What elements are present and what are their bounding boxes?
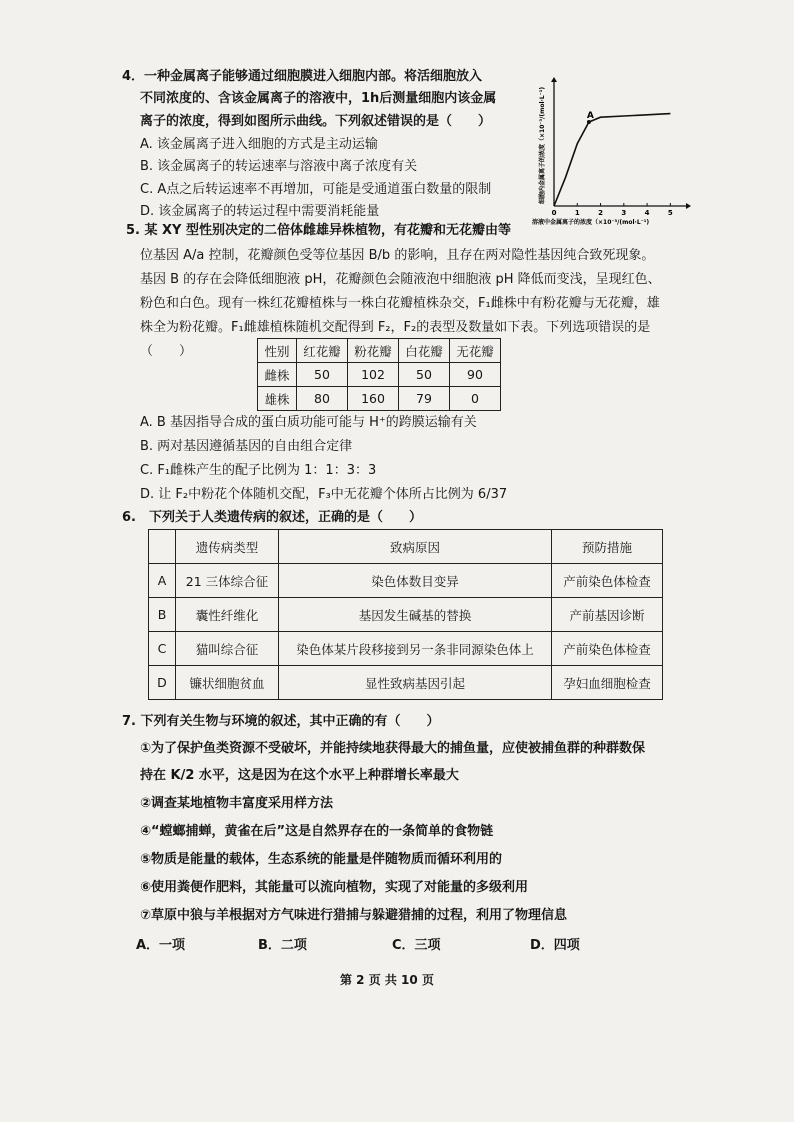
q5-line-6: （ ） [140,344,193,359]
q5-line-5: 株全为粉花瓣。F₁雌雄植株随机交配得到 F₂，F₂的表型及数量如下表。下列选项错误的是 [140,320,651,335]
header-cell: 粉花瓣 [348,339,399,363]
q7-statement: ⑥使用粪便作肥料，其能量可以流向植物，实现了对能量的多级利用 [140,880,529,895]
q7-stem: 7. 下列有关生物与环境的叙述，其中正确的有（ ） [122,714,440,729]
genetic-disease-table [148,529,663,700]
q4-option-a: A. 该金属离子进入细胞的方式是主动运输 [140,137,378,152]
q5-option-c: C. F₁雌株产生的配子比例为 1：1：3：3 [140,463,377,478]
chart-x-axis-label: 溶液中金属离子的浓度（×10⁻³/(mol·L⁻¹) [532,219,650,225]
q4-line-2: 不同浓度的、含该金属离子的溶液中，1h后测量细胞内该金属 [140,91,497,106]
table-cell: 孕妇血细胞检查 [552,666,663,700]
table-row [258,363,501,387]
table-cell: 雄株 [258,387,297,411]
q4-line-3: 离子的浓度，得到如图所示曲线。下列叙述错误的是（ ） [140,114,492,129]
q7-statement: ⑤物质是能量的载体，生态系统的能量是伴随物质而循环利用的 [140,852,503,867]
q4-option-b: B. 该金属离子的转运速率与溶液中离子浓度有关 [140,159,418,174]
header-cell [149,530,176,564]
q7-option-b: B．二项 [258,938,307,953]
table-cell: 90 [450,363,501,387]
header-cell: 无花瓣 [450,339,501,363]
q4-option-d: D. 该金属离子的转运过程中需要消耗能量 [140,204,380,219]
x-axis-arrow [686,203,691,209]
q5-line-3: 基因 B 的存在会降低细胞液 pH，花瓣颜色会随液泡中细胞液 pH 降低而变浅，呈现红色、 [140,272,661,287]
table-header-row [149,530,663,564]
q7-statement: ②调查某地植物丰富度采用样方法 [140,796,334,811]
q7-statement: ⑦草原中狼与羊根据对方气味进行猎捕与躲避猎捕的过程，利用了物理信息 [140,908,568,923]
table-cell: 染色体某片段移接到另一条非同源染色体上 [279,632,552,666]
option-letter: B [149,598,176,632]
header-cell: 红花瓣 [297,339,348,363]
y-axis-arrow [551,77,557,82]
point-a-label: A [586,111,594,121]
table-cell: 染色体数目变异 [279,564,552,598]
table-cell: 21 三体综合征 [176,564,279,598]
q6-stem: 6. 下列关于人类遗传病的叙述，正确的是（ ） [122,510,422,525]
table-cell: 基因发生碱基的替换 [279,598,552,632]
header-cell: 预防措施 [552,530,663,564]
table-cell: 50 [297,363,348,387]
phenotype-table [257,338,501,411]
table-cell: 79 [399,387,450,411]
header-cell: 遗传病类型 [176,530,279,564]
option-letter: A [149,564,176,598]
option-letter: C [149,632,176,666]
page-footer: 第 2 页 共 10 页 [340,973,434,987]
x-tick-label: 4 [644,209,650,217]
q7-statement: ④“螳螂捕蝉，黄雀在后”这是自然界存在的一条简单的食物链 [140,824,494,839]
table-row [149,666,663,700]
header-cell: 致病原因 [279,530,552,564]
q5-option-d: D. 让 F₂中粉花个体随机交配，F₃中无花瓣个体所占比例为 6/37 [140,487,508,502]
q4-line-1: 4．一种金属离子能够通过细胞膜进入细胞内部。将活细胞放入 [122,69,483,84]
q5-option-b: B. 两对基因遵循基因的自由组合定律 [140,439,353,454]
table-cell: 0 [450,387,501,411]
table-cell: 80 [297,387,348,411]
q4-option-c: C. A点之后转运速率不再增加，可能是受通道蛋白数量的限制 [140,182,492,197]
header-cell: 白花瓣 [399,339,450,363]
concentration-chart [520,70,692,225]
table-cell: 102 [348,363,399,387]
q5-line-2: 位基因 A/a 控制，花瓣颜色受等位基因 B/b 的影响，且存在两对隐性基因纯合致死现象。 [140,248,655,263]
q7-option-c: C．三项 [392,938,441,953]
q5-option-a: A. B 基因指导合成的蛋白质功能可能与 H⁺的跨膜运输有关 [140,415,477,430]
table-cell: 镰状细胞贫血 [176,666,279,700]
header-cell: 性别 [258,339,297,363]
x-tick-label: 1 [574,209,580,217]
table-cell: 160 [348,387,399,411]
q7-option-d: D．四项 [530,938,580,953]
table-row [258,387,501,411]
table-row [149,632,663,666]
q5-line-4: 粉色和白色。现有一株红花瓣植株与一株白花瓣植株杂交，F₁雌株中有粉花瓣与无花瓣，雄 [140,296,660,311]
table-cell: 猫叫综合征 [176,632,279,666]
option-letter: D [149,666,176,700]
chart-axes [551,77,691,209]
q5-line-1: 5. 某 XY 型性别决定的二倍体雌雄异株植物，有花瓣和无花瓣由等 [126,223,511,238]
table-cell: 雌株 [258,363,297,387]
table-cell: 50 [399,363,450,387]
x-tick-label: 2 [598,209,603,217]
q7-statement: 持在 K/2 水平，这是因为在这个水平上种群增长率最大 [140,768,459,783]
table-row [149,564,663,598]
series-line [554,114,670,206]
table-row [149,598,663,632]
q7-statement: ①为了保护鱼类资源不受破坏，并能持续地获得最大的捕鱼量，应使被捕鱼群的种群数保 [140,741,646,756]
table-header-row [258,339,501,363]
chart-y-axis-label: 细胞内金属离子的浓度（×10⁻³/(mol·L⁻¹) [539,86,546,204]
table-cell: 产前染色体检查 [552,564,663,598]
table-cell: 产前基因诊断 [552,598,663,632]
table-cell: 囊性纤维化 [176,598,279,632]
q7-option-a: A．一项 [136,938,186,953]
table-cell: 显性致病基因引起 [279,666,552,700]
x-tick-label: 3 [621,209,627,217]
x-tick-label: 5 [667,209,673,217]
table-cell: 产前染色体检查 [552,632,663,666]
x-tick-label: 0 [551,209,557,217]
